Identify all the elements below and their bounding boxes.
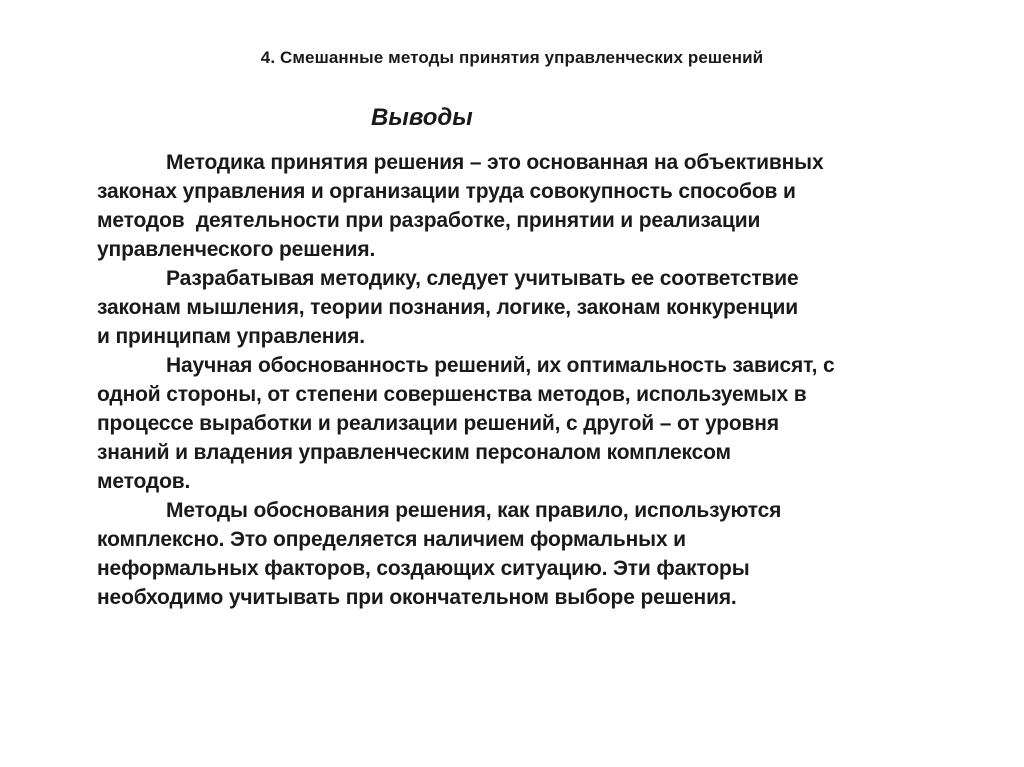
paragraph-line: законам мышления, теории познания, логике, законам конкуренции xyxy=(97,296,799,319)
paragraph-line: методов деятельности при разработке, принятии и реализации xyxy=(97,209,761,232)
paragraph-3 xyxy=(97,351,969,496)
paragraph-line: Разрабатывая методику, следует учитывать ее соответствие xyxy=(166,267,799,290)
paragraph-line: и принципам управления. xyxy=(97,325,365,348)
paragraph-4 xyxy=(97,496,969,612)
paragraph-line: методов. xyxy=(97,470,191,493)
paragraph-line: необходимо учитывать при окончательном выборе решения. xyxy=(97,586,737,609)
paragraph-line: законах управления и организации труда совокупность способов и xyxy=(97,180,796,203)
section-heading: Выводы xyxy=(371,104,473,131)
paragraph-line: управленческого решения. xyxy=(97,238,376,261)
paragraph-line: Методика принятия решения – это основанная на объективных xyxy=(166,151,824,174)
paragraph-line: одной стороны, от степени совершенства методов, используемых в xyxy=(97,383,807,406)
paragraph-line: Методы обоснования решения, как правило, используются xyxy=(166,499,782,522)
body-text xyxy=(97,148,969,612)
paragraph-2 xyxy=(97,264,969,351)
paragraph-line: неформальных факторов, создающих ситуацию. Эти факторы xyxy=(97,557,750,580)
paragraph-line: комплексно. Это определяется наличием формальных и xyxy=(97,528,686,551)
paragraph-1 xyxy=(97,148,969,264)
slide-title: 4. Смешанные методы принятия управленческих решений xyxy=(260,48,764,67)
paragraph-line: знаний и владения управленческим персоналом комплексом xyxy=(97,441,731,464)
paragraph-line: процессе выработки и реализации решений, с другой – от уровня xyxy=(97,412,779,435)
paragraph-line: Научная обоснованность решений, их оптимальность зависят, с xyxy=(166,354,835,377)
